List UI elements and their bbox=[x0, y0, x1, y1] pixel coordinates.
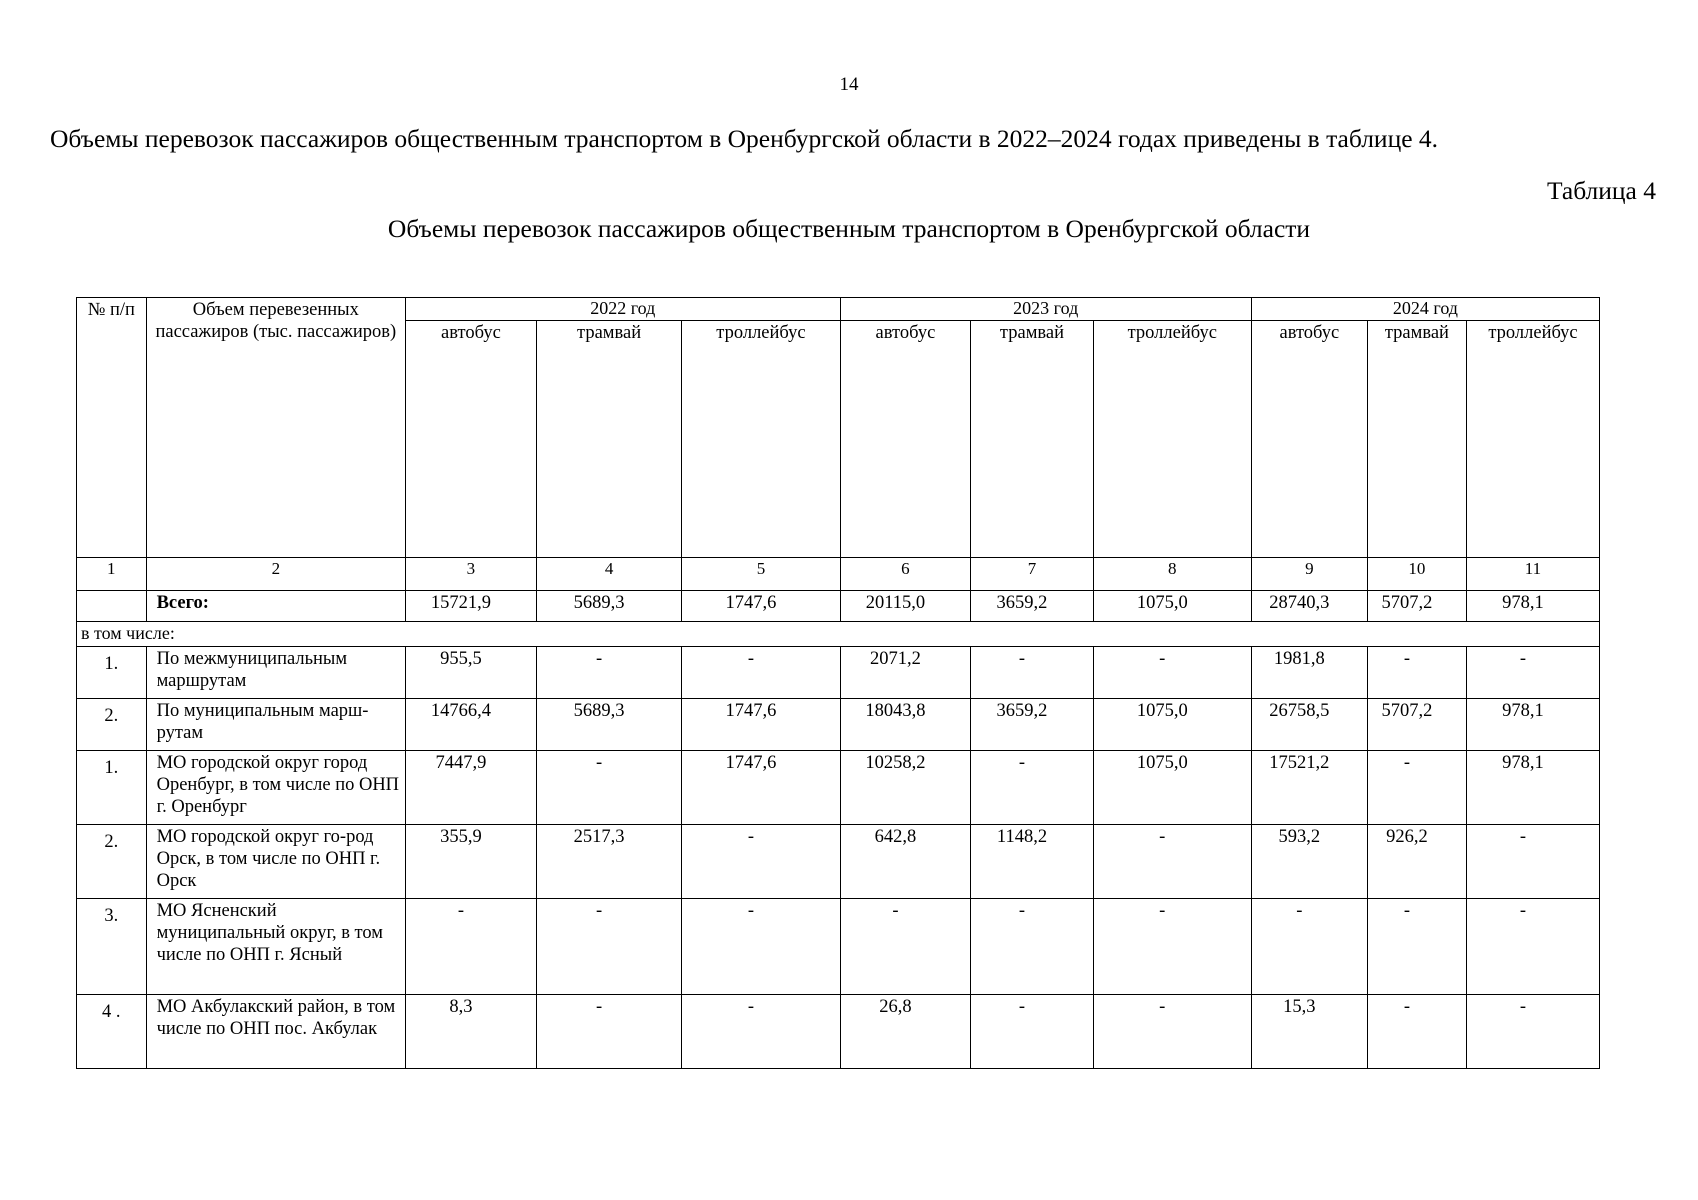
row-value: - bbox=[1466, 995, 1599, 1069]
row-value: 978,1 bbox=[1466, 751, 1599, 825]
column-index: 10 bbox=[1367, 558, 1466, 591]
row-label: МО Акбулакский район, в том числе по ОНП пос. Акбулак bbox=[146, 995, 405, 1069]
row-value: 5707,2 bbox=[1367, 699, 1466, 751]
column-index: 4 bbox=[536, 558, 682, 591]
header-mode: автобус bbox=[840, 321, 971, 558]
row-number: 1. bbox=[77, 751, 147, 825]
intro-paragraph: Объемы перевозок пассажиров общественным транспортом в Оренбургской области в 2022–2024 годах приведены в таблице 4. bbox=[50, 124, 1439, 153]
table-row bbox=[77, 699, 1600, 751]
header-mode: троллейбус bbox=[682, 321, 840, 558]
table-row bbox=[77, 825, 1600, 899]
passenger-volume-table bbox=[76, 297, 1600, 1069]
table-label: Таблица 4 bbox=[1546, 176, 1656, 205]
row-value: - bbox=[1466, 825, 1599, 899]
row-value: - bbox=[971, 899, 1093, 995]
including-label: в том числе: bbox=[77, 622, 1600, 647]
total-value: 978,1 bbox=[1466, 591, 1599, 622]
column-index: 7 bbox=[971, 558, 1093, 591]
table-row bbox=[77, 647, 1600, 699]
row-number: 1. bbox=[77, 647, 147, 699]
row-value: 1747,6 bbox=[682, 699, 840, 751]
header-mode: троллейбус bbox=[1093, 321, 1251, 558]
row-value: - bbox=[682, 647, 840, 699]
row-label: МО городской округ город Оренбург, в том числе по ОНП г. Оренбург bbox=[146, 751, 405, 825]
column-index-row bbox=[77, 558, 1600, 591]
row-value: - bbox=[1093, 899, 1251, 995]
row-label: МО Ясненский муниципальный округ, в том числе по ОНП г. Ясный bbox=[146, 899, 405, 995]
row-value: 593,2 bbox=[1251, 825, 1367, 899]
row-value: 355,9 bbox=[406, 825, 537, 899]
header-mode: трамвай bbox=[1367, 321, 1466, 558]
row-value: 10258,2 bbox=[840, 751, 971, 825]
row-value: - bbox=[971, 647, 1093, 699]
including-row bbox=[77, 622, 1600, 647]
row-value: - bbox=[1466, 647, 1599, 699]
row-value: 978,1 bbox=[1466, 699, 1599, 751]
column-index: 2 bbox=[146, 558, 405, 591]
row-value: 26,8 bbox=[840, 995, 971, 1069]
row-value: - bbox=[682, 899, 840, 995]
header-mode: автобус bbox=[406, 321, 537, 558]
header-mode: автобус bbox=[1251, 321, 1367, 558]
header-mode: трамвай bbox=[971, 321, 1093, 558]
header-no: № п/п bbox=[77, 298, 147, 558]
row-value: - bbox=[536, 647, 682, 699]
row-value: 1747,6 bbox=[682, 751, 840, 825]
row-value: 7447,9 bbox=[406, 751, 537, 825]
row-value: 14766,4 bbox=[406, 699, 537, 751]
row-value: - bbox=[682, 825, 840, 899]
column-index: 1 bbox=[77, 558, 147, 591]
table-row bbox=[77, 995, 1600, 1069]
row-value: - bbox=[536, 899, 682, 995]
header-year: 2023 год bbox=[840, 298, 1251, 321]
column-index: 11 bbox=[1466, 558, 1599, 591]
row-value: - bbox=[536, 995, 682, 1069]
row-value: 18043,8 bbox=[840, 699, 971, 751]
column-index: 6 bbox=[840, 558, 971, 591]
total-no bbox=[77, 591, 147, 622]
total-value: 15721,9 bbox=[406, 591, 537, 622]
row-value: 3659,2 bbox=[971, 699, 1093, 751]
row-value: 17521,2 bbox=[1251, 751, 1367, 825]
header-mode: трамвай bbox=[536, 321, 682, 558]
row-value: - bbox=[682, 995, 840, 1069]
row-value: 1075,0 bbox=[1093, 751, 1251, 825]
row-value: 1148,2 bbox=[971, 825, 1093, 899]
header-year: 2024 год bbox=[1251, 298, 1599, 321]
row-value: - bbox=[1093, 995, 1251, 1069]
table-title: Объемы перевозок пассажиров общественным транспортом в Оренбургской области bbox=[387, 214, 1311, 243]
column-index: 5 bbox=[682, 558, 840, 591]
total-value: 1747,6 bbox=[682, 591, 840, 622]
total-value: 1075,0 bbox=[1093, 591, 1251, 622]
page-number: 14 bbox=[839, 74, 859, 95]
row-value: - bbox=[971, 751, 1093, 825]
row-value: 8,3 bbox=[406, 995, 537, 1069]
row-value: - bbox=[406, 899, 537, 995]
row-value: 5689,3 bbox=[536, 699, 682, 751]
row-value: - bbox=[1093, 825, 1251, 899]
column-index: 8 bbox=[1093, 558, 1251, 591]
column-index: 3 bbox=[406, 558, 537, 591]
row-value: - bbox=[1466, 899, 1599, 995]
table-row bbox=[77, 751, 1600, 825]
total-value: 5707,2 bbox=[1367, 591, 1466, 622]
table-row bbox=[77, 899, 1600, 995]
row-value: 2071,2 bbox=[840, 647, 971, 699]
row-value: - bbox=[971, 995, 1093, 1069]
header-mode: троллейбус bbox=[1466, 321, 1599, 558]
row-number: 3. bbox=[77, 899, 147, 995]
row-value: - bbox=[1367, 899, 1466, 995]
row-value: - bbox=[1367, 647, 1466, 699]
total-value: 20115,0 bbox=[840, 591, 971, 622]
row-number: 4 . bbox=[77, 995, 147, 1069]
row-value: - bbox=[1367, 995, 1466, 1069]
row-label: По муниципальным марш-рутам bbox=[146, 699, 405, 751]
row-value: 955,5 bbox=[406, 647, 537, 699]
row-value: - bbox=[1251, 899, 1367, 995]
row-value: 26758,5 bbox=[1251, 699, 1367, 751]
total-label: Всего: bbox=[146, 591, 405, 622]
row-value: 926,2 bbox=[1367, 825, 1466, 899]
row-label: По межмуниципальным маршрутам bbox=[146, 647, 405, 699]
row-label: МО городской округ го-род Орск, в том числе по ОНП г. Орск bbox=[146, 825, 405, 899]
total-value: 5689,3 bbox=[536, 591, 682, 622]
column-index: 9 bbox=[1251, 558, 1367, 591]
row-value: 1075,0 bbox=[1093, 699, 1251, 751]
total-value: 28740,3 bbox=[1251, 591, 1367, 622]
row-value: - bbox=[1367, 751, 1466, 825]
row-value: 1981,8 bbox=[1251, 647, 1367, 699]
row-value: - bbox=[1093, 647, 1251, 699]
header-metric: Объем перевезенных пассажиров (тыс. пассажиров) bbox=[146, 298, 405, 558]
total-value: 3659,2 bbox=[971, 591, 1093, 622]
row-value: 2517,3 bbox=[536, 825, 682, 899]
header-year-row bbox=[77, 298, 1600, 321]
row-value: 642,8 bbox=[840, 825, 971, 899]
header-year: 2022 год bbox=[406, 298, 841, 321]
row-number: 2. bbox=[77, 825, 147, 899]
row-number: 2. bbox=[77, 699, 147, 751]
row-value: - bbox=[536, 751, 682, 825]
row-value: 15,3 bbox=[1251, 995, 1367, 1069]
total-row bbox=[77, 591, 1600, 622]
row-value: - bbox=[840, 899, 971, 995]
